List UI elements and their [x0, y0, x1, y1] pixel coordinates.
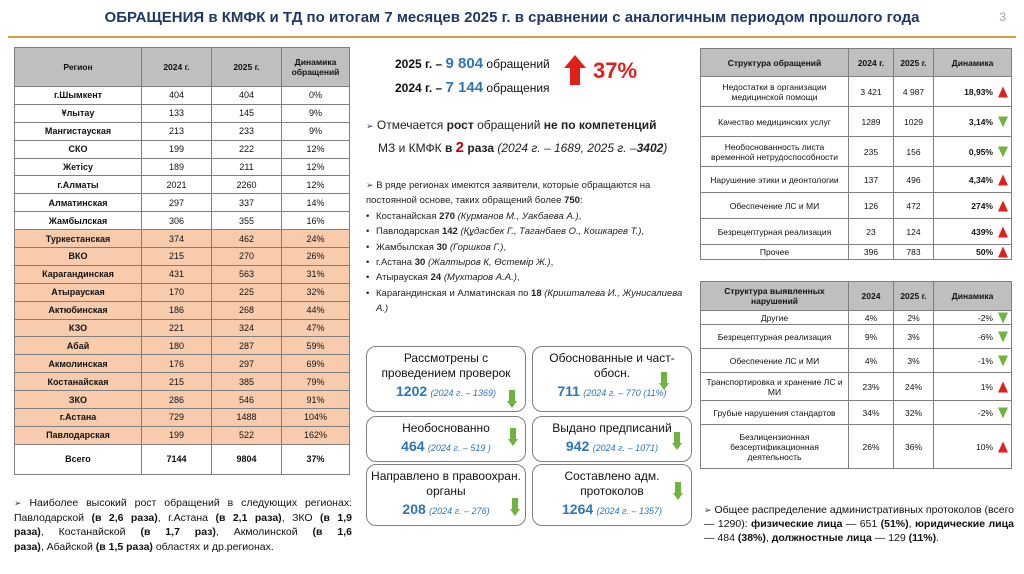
- box-value: 1264: [562, 501, 594, 517]
- decrease-arrow-icon: [507, 390, 517, 408]
- page-title: ОБРАЩЕНИЯ в КМФК и ТД по итогам 7 месяцев 2025 г. в сравнении с аналогичным периодом прошлого года: [104, 9, 920, 26]
- table-row: [701, 349, 1012, 373]
- dynamic-value: 14%: [282, 194, 350, 212]
- value-2025: 145: [212, 104, 282, 122]
- region-name: Акмолинская: [15, 355, 142, 373]
- value-2025: 287: [212, 337, 282, 355]
- totals-block: [395, 52, 550, 100]
- dynamic-value: 4,34%: [934, 167, 1012, 193]
- value-2025: 124: [894, 219, 934, 245]
- box-title: Составлено адм. протоколов: [564, 469, 660, 498]
- row-label: Нарушение этики и деонтологии: [701, 167, 849, 193]
- dynamic-value: 32%: [282, 283, 350, 301]
- value-2024: 3 421: [849, 77, 894, 107]
- box-value-line: [533, 501, 691, 517]
- value-2025: 546: [212, 391, 282, 409]
- increase-arrow-icon: [998, 247, 1008, 258]
- dynamic-value: 12%: [282, 176, 350, 194]
- value-2025: 268: [212, 301, 282, 319]
- total-2024: 7144: [142, 444, 212, 474]
- col-structure: Структура обращений: [701, 49, 849, 77]
- dynamic-value: 16%: [282, 212, 350, 230]
- table-row: [701, 325, 1012, 349]
- dynamic-value: -6%: [934, 325, 1012, 349]
- dynamic-value: 47%: [282, 319, 350, 337]
- decrease-arrow-icon: [998, 116, 1008, 127]
- dynamic-value: 10%: [934, 425, 1012, 469]
- table-row: [15, 319, 350, 337]
- region-name: ЗКО: [15, 391, 142, 409]
- table-row: [15, 391, 350, 409]
- note-protocols: ➢ Общее распределение административных протоколов (всего — 1290): физические лица — 651 (51%), юридические лица — 484 (38%), должностные лица — 129 (11%).: [704, 504, 1015, 545]
- dynamic-value: 0%: [282, 87, 350, 105]
- value-2025: 1029: [894, 107, 934, 137]
- dynamic-value: 1%: [934, 373, 1012, 401]
- result-box: [366, 464, 526, 526]
- row-label: Прочее: [701, 245, 849, 260]
- list-item: • Костанайская 270 (Курманов М., Уакбаева А.),: [366, 209, 688, 224]
- growth-arrow-stem: [570, 67, 580, 85]
- table-row: [701, 167, 1012, 193]
- table-row: [15, 104, 350, 122]
- dynamic-value: 59%: [282, 337, 350, 355]
- value-2024: 126: [849, 193, 894, 219]
- region-name: Костанайская: [15, 373, 142, 391]
- value-2024: 186: [142, 301, 212, 319]
- decrease-arrow-icon: [998, 331, 1008, 342]
- increase-arrow-icon: [998, 226, 1008, 237]
- table-row: [701, 137, 1012, 167]
- row-label: Безлицензионная безсертификационная деятельность: [701, 425, 849, 469]
- value-2025: 472: [894, 193, 934, 219]
- result-box: [366, 416, 526, 462]
- header-divider: [8, 36, 1016, 38]
- col-region: Регион: [15, 48, 142, 87]
- value-2024: 34%: [849, 401, 894, 425]
- decrease-arrow-icon: [659, 372, 669, 390]
- table-row: [15, 230, 350, 248]
- list-item: • г.Астана 30 (Жалтыров К, Өстемір Ж.),: [366, 255, 688, 270]
- value-2024: 729: [142, 409, 212, 427]
- dynamic-value: 9%: [282, 104, 350, 122]
- col-2024: 2024 г.: [849, 49, 894, 77]
- dynamic-value: 24%: [282, 230, 350, 248]
- region-name: Ұлытау: [15, 104, 142, 122]
- value-2025: 3%: [894, 349, 934, 373]
- row-label: Безрецептурная реализация: [701, 219, 849, 245]
- dynamic-value: 44%: [282, 301, 350, 319]
- dynamic-value: 26%: [282, 248, 350, 266]
- table-row: [701, 77, 1012, 107]
- table-row: [15, 176, 350, 194]
- table-row: [15, 301, 350, 319]
- dynamic-value: -1%: [934, 349, 1012, 373]
- value-2024: 404: [142, 87, 212, 105]
- value-2025: 1488: [212, 409, 282, 427]
- bullet-arrow-icon: ➢: [14, 498, 22, 508]
- col-2024: 2024: [849, 282, 894, 311]
- box-prev: (2024 г. – 1357): [596, 506, 662, 516]
- increase-arrow-icon: [998, 174, 1008, 185]
- note2-intro: ➢ В ряде регионах имеются заявители, которые обращаются на постоянной основе, таких обращений более 750:: [366, 180, 651, 207]
- result-box: [532, 416, 692, 462]
- value-2025: 225: [212, 283, 282, 301]
- increase-arrow-icon: [998, 441, 1008, 452]
- bullet-arrow-icon: ➢: [366, 121, 374, 131]
- col-2025: 2025 г.: [894, 282, 934, 311]
- box-prev: (2024 г. – 770 (11%): [583, 388, 667, 398]
- decrease-arrow-icon: [998, 355, 1008, 366]
- result-box: [532, 464, 692, 526]
- table-row: [15, 212, 350, 230]
- table-row: [701, 193, 1012, 219]
- box-value: 1202: [396, 383, 428, 399]
- table-row: [701, 219, 1012, 245]
- value-2024: 9%: [849, 325, 894, 349]
- value-2025: 355: [212, 212, 282, 230]
- col-dynamic: Динамика: [934, 282, 1012, 311]
- region-name: г.Астана: [15, 409, 142, 427]
- value-2024: 199: [142, 140, 212, 158]
- box-value: 942: [565, 438, 590, 454]
- col-2024: 2024 г.: [142, 48, 212, 87]
- row-label: Безрецептурная реализация: [701, 325, 849, 349]
- region-name: Мангистауская: [15, 122, 142, 140]
- table-row: [15, 265, 350, 283]
- table-row: [15, 158, 350, 176]
- dynamic-value: 104%: [282, 409, 350, 427]
- region-name: Жетісу: [15, 158, 142, 176]
- value-2024: 297: [142, 194, 212, 212]
- value-2024: 306: [142, 212, 212, 230]
- value-2025: 156: [894, 137, 934, 167]
- col-dynamic: Динамика: [934, 49, 1012, 77]
- table-row: [15, 140, 350, 158]
- decrease-arrow-icon: [510, 498, 520, 516]
- dynamic-value: 162%: [282, 426, 350, 444]
- value-2024: 215: [142, 373, 212, 391]
- box-value: 464: [401, 438, 425, 454]
- box-title: Рассмотрены с проведением проверок: [381, 351, 511, 380]
- table-row: [15, 337, 350, 355]
- row-label: Качество медицинских услуг: [701, 107, 849, 137]
- row-label: Недостатки в организации медицинской помощи: [701, 77, 849, 107]
- value-2025: 404: [212, 87, 282, 105]
- value-2024: 235: [849, 137, 894, 167]
- dynamic-value: 91%: [282, 391, 350, 409]
- value-2025: 385: [212, 373, 282, 391]
- dynamic-value: 439%: [934, 219, 1012, 245]
- dynamic-value: 79%: [282, 373, 350, 391]
- table-row: [701, 107, 1012, 137]
- value-2025: 783: [894, 245, 934, 260]
- increase-arrow-icon: [998, 381, 1008, 392]
- table-row: [701, 425, 1012, 469]
- value-2024: 170: [142, 283, 212, 301]
- value-2025: 563: [212, 265, 282, 283]
- box-title: Обоснованные и част-обосн.: [549, 351, 675, 380]
- table-row: [15, 426, 350, 444]
- region-name: Жамбылская: [15, 212, 142, 230]
- list-item: • Атырауская 24 (Мухтаров А.А.),: [366, 270, 688, 285]
- region-name: КЗО: [15, 319, 142, 337]
- value-2025: 4 987: [894, 77, 934, 107]
- row-label: Грубые нарушения стандартов: [701, 401, 849, 425]
- list-item: • Павлодарская 142 (Құдасбек Г., Таганбаев О., Кошкарев Т.),: [366, 224, 688, 239]
- value-2024: 213: [142, 122, 212, 140]
- box-value-line: [367, 501, 525, 517]
- value-2024: 215: [142, 248, 212, 266]
- decrease-arrow-icon: [998, 407, 1008, 418]
- box-title: Выдано предписаний: [552, 421, 672, 435]
- value-2024: 1289: [849, 107, 894, 137]
- table-row: [15, 355, 350, 373]
- value-2025: 211: [212, 158, 282, 176]
- region-name: Абай: [15, 337, 142, 355]
- value-2025: 462: [212, 230, 282, 248]
- value-2025: 522: [212, 426, 282, 444]
- result-box: [366, 346, 526, 412]
- value-2024: 4%: [849, 349, 894, 373]
- violations-structure-table: [700, 281, 1012, 469]
- region-name: Актюбинская: [15, 301, 142, 319]
- box-value-line: [367, 383, 525, 399]
- box-value-line: [367, 438, 525, 454]
- row-label: Другие: [701, 311, 849, 325]
- dynamic-value: 12%: [282, 158, 350, 176]
- region-name: Алматинская: [15, 194, 142, 212]
- value-2024: 137: [849, 167, 894, 193]
- value-2024: 133: [142, 104, 212, 122]
- value-2024: 176: [142, 355, 212, 373]
- totals-2024: 2024 г. – 7 144 обращения: [395, 79, 550, 96]
- row-label: Обеспечение ЛС и МИ: [701, 349, 849, 373]
- value-2024: 396: [849, 245, 894, 260]
- bullet-arrow-icon: ➢: [704, 505, 712, 515]
- col-2025: 2025 г.: [894, 49, 934, 77]
- col-2025: 2025 г.: [212, 48, 282, 87]
- box-prev: (2024 г. – 1071): [592, 443, 659, 453]
- value-2024: 23%: [849, 373, 894, 401]
- row-label: Необоснованность листа временной нетрудоспособности: [701, 137, 849, 167]
- dynamic-value: 0,95%: [934, 137, 1012, 167]
- value-2025: 36%: [894, 425, 934, 469]
- value-2024: 23: [849, 219, 894, 245]
- value-2024: 286: [142, 391, 212, 409]
- value-2025: 496: [894, 167, 934, 193]
- increase-arrow-icon: [998, 86, 1008, 97]
- increase-arrow-icon: [998, 200, 1008, 211]
- dynamic-value: 274%: [934, 193, 1012, 219]
- box-prev: (2024 г. – 519 ): [427, 443, 491, 453]
- region-table: [14, 47, 350, 475]
- table-row: [701, 401, 1012, 425]
- row-label: Транспортировка и хранение ЛС и МИ: [701, 373, 849, 401]
- region-name: Атырауская: [15, 283, 142, 301]
- total-2025: 9804: [212, 444, 282, 474]
- table-row: [701, 373, 1012, 401]
- decrease-arrow-icon: [998, 312, 1008, 323]
- total-label: Всего: [15, 444, 142, 474]
- decrease-arrow-icon: [508, 428, 518, 446]
- region-name: Павлодарская: [15, 426, 142, 444]
- col-violation: Структура выявленных нарушений: [701, 282, 849, 311]
- box-value: 208: [402, 501, 426, 517]
- dynamic-value: -2%: [934, 311, 1012, 325]
- value-2025: 222: [212, 140, 282, 158]
- region-name: г.Алматы: [15, 176, 142, 194]
- page-number: 3: [999, 10, 1006, 24]
- table-row: [15, 283, 350, 301]
- box-title: Направлено в правоохран. органы: [371, 469, 521, 498]
- note-repeat-applicants: [366, 178, 688, 317]
- bullet-arrow-icon: ➢: [366, 180, 374, 190]
- list-item: • Жамбылская 30 (Горшков Г.),: [366, 240, 688, 255]
- note-not-competence: ➢ Отмечается рост обращений не по компетенций МЗ и КМФК в 2 раза (2024 г. – 1689, 2025 г. –3402): [366, 118, 668, 156]
- value-2024: 2021: [142, 176, 212, 194]
- dynamic-value: -2%: [934, 401, 1012, 425]
- decrease-arrow-icon: [673, 482, 683, 500]
- value-2024: 199: [142, 426, 212, 444]
- value-2025: 3%: [894, 325, 934, 349]
- table-row: [701, 245, 1012, 260]
- growth-percent: 37%: [593, 58, 638, 83]
- value-2025: 24%: [894, 373, 934, 401]
- appeals-structure-table: [700, 48, 1012, 260]
- table-row: [15, 194, 350, 212]
- value-2024: 189: [142, 158, 212, 176]
- dynamic-value: 12%: [282, 140, 350, 158]
- dynamic-value: 69%: [282, 355, 350, 373]
- value-2024: 4%: [849, 311, 894, 325]
- value-2024: 374: [142, 230, 212, 248]
- value-2024: 180: [142, 337, 212, 355]
- dynamic-value: 31%: [282, 265, 350, 283]
- region-name: Туркестанская: [15, 230, 142, 248]
- region-name: Карагандинская: [15, 265, 142, 283]
- table-row: [701, 311, 1012, 325]
- table-row: [15, 122, 350, 140]
- table-row: [15, 87, 350, 105]
- box-value: 711: [557, 383, 580, 399]
- dynamic-value: 18,93%: [934, 77, 1012, 107]
- box-prev: (2024 г. – 276): [429, 506, 490, 516]
- value-2024: 221: [142, 319, 212, 337]
- row-label: Обеспечение ЛС и МИ: [701, 193, 849, 219]
- value-2025: 32%: [894, 401, 934, 425]
- table-row: [15, 409, 350, 427]
- region-name: СКО: [15, 140, 142, 158]
- total-dynamic: 37%: [282, 444, 350, 474]
- dynamic-value: 9%: [282, 122, 350, 140]
- totals-2025: 2025 г. – 9 804 обращений: [395, 55, 550, 72]
- col-dynamic: Динамика обращений: [282, 48, 350, 87]
- decrease-arrow-icon: [998, 146, 1008, 157]
- dynamic-value: 3,14%: [934, 107, 1012, 137]
- value-2025: 297: [212, 355, 282, 373]
- box-value-line: [533, 438, 691, 454]
- region-name: г.Шымкент: [15, 87, 142, 105]
- value-2024: 26%: [849, 425, 894, 469]
- table-row: [15, 373, 350, 391]
- dynamic-value: 50%: [934, 245, 1012, 260]
- value-2024: 431: [142, 265, 212, 283]
- value-2025: 2260: [212, 176, 282, 194]
- value-2025: 324: [212, 319, 282, 337]
- box-title: Необоснованно: [402, 421, 490, 435]
- region-name: ВКО: [15, 248, 142, 266]
- decrease-arrow-icon: [672, 432, 682, 450]
- table-row: [15, 248, 350, 266]
- note-highest-growth: ➢ Наиболее высокий рост обращений в следующих регионах: Павлодарской (в 2,6 раза), г.Астана (в 2,1 раза), ЗКО (в 1,9 раза), Костанайской (в 1,7 раз), Акмолинской (в 1,6 раза), Абайской (в 1,5 раза) областях и др.регионах.: [14, 497, 353, 553]
- value-2025: 337: [212, 194, 282, 212]
- value-2025: 270: [212, 248, 282, 266]
- value-2025: 233: [212, 122, 282, 140]
- value-2025: 2%: [894, 311, 934, 325]
- box-prev: (2024 г. – 1369): [430, 388, 496, 398]
- list-item: • Карагандинская и Алматинская по 18 (Кришталева И., Жунисалиева А.): [366, 286, 688, 317]
